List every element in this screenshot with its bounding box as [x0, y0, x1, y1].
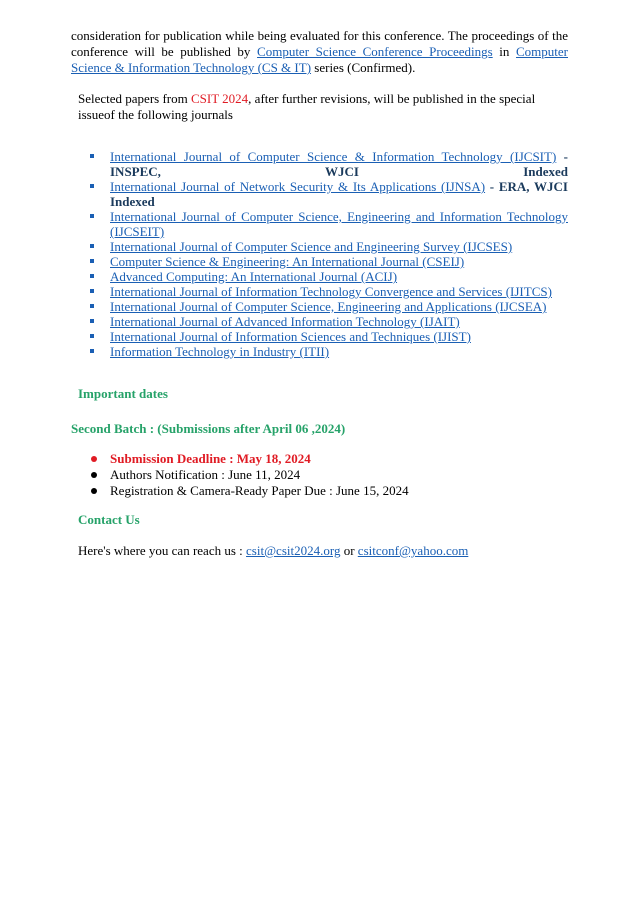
cs-conference-proceedings-link[interactable]: Computer Science Conference Proceedings [257, 44, 493, 59]
date-item-authors-notification [90, 467, 409, 483]
intro-text: consideration for publication while being evaluated for this conference. The proceedings of the conference will be published by [71, 28, 568, 59]
journal-link[interactable]: International Journal of Information Technology Convergence and Services (IJITCS) [110, 284, 552, 299]
journal-item [88, 179, 568, 209]
journal-item [88, 284, 568, 299]
bullet-icon [91, 472, 97, 478]
date-text: Registration & Camera-Ready Paper Due : June 15, 2024 [110, 483, 409, 498]
date-item-registration [90, 483, 409, 499]
contact-or: or [340, 543, 358, 558]
journal-item [88, 149, 568, 179]
journal-link[interactable]: International Journal of Computer Science, Engineering and Information Technology (IJCSEIT) [110, 209, 568, 239]
dates-list [90, 451, 409, 499]
journal-index-badge: - INSPEC, WJCI Indexed [110, 149, 568, 179]
bullet-icon [91, 456, 97, 462]
journal-item [88, 269, 568, 284]
journal-link[interactable]: Advanced Computing: An International Journal (ACIJ) [110, 269, 398, 284]
date-text: Submission Deadline : May 18, 2024 [110, 451, 311, 466]
journal-item [88, 254, 568, 269]
intro-text-mid: in [492, 44, 516, 59]
contact-text: Here's where you can reach us : [78, 543, 247, 558]
journal-link[interactable]: International Journal of Information Sciences and Techniques (IJIST) [110, 329, 471, 344]
journal-item [88, 344, 568, 359]
journal-item [88, 209, 568, 239]
square-bullet-icon [90, 304, 94, 308]
csit-name: CSIT 2024 [190, 91, 249, 106]
journal-link[interactable]: International Journal of Computer Science and Engineering Survey (IJCSES) [110, 239, 513, 254]
square-bullet-icon [90, 334, 94, 338]
important-dates-heading: Important dates [78, 386, 168, 401]
square-bullet-icon [90, 274, 94, 278]
journal-link[interactable]: International Journal of Computer Science, Engineering and Applications (IJCSEA) [110, 299, 547, 314]
square-bullet-icon [90, 289, 94, 293]
selected-papers-paragraph [78, 91, 568, 123]
square-bullet-icon [90, 244, 94, 248]
square-bullet-icon [90, 259, 94, 263]
square-bullet-icon [90, 319, 94, 323]
intro-text-after: series (Confirmed). [311, 60, 416, 75]
journal-item [88, 329, 568, 344]
contact-us-heading: Contact Us [78, 512, 140, 527]
email-link-csit[interactable]: csit@csit2024.org [246, 543, 341, 558]
date-text: Authors Notification : June 11, 2024 [110, 467, 301, 482]
journal-item [88, 314, 568, 329]
email-link-yahoo[interactable]: csitconf@yahoo.com [357, 543, 469, 558]
date-item-submission-deadline [90, 451, 409, 467]
journal-item [88, 299, 568, 314]
contact-line [78, 543, 468, 559]
journal-link[interactable]: International Journal of Network Security & Its Applications (IJNSA) [110, 179, 486, 194]
journal-link[interactable]: Information Technology in Industry (ITII) [110, 344, 330, 359]
selected-text: Selected papers from [78, 91, 191, 106]
square-bullet-icon [90, 349, 94, 353]
bullet-icon [91, 488, 97, 494]
selected-text-after: , after further revisions, will be published in the special issueof the following journals [78, 91, 536, 122]
proceedings-paragraph [71, 28, 568, 76]
journal-index-badge: - ERA, WJCI Indexed [110, 179, 568, 209]
square-bullet-icon [90, 184, 94, 188]
square-bullet-icon [90, 214, 94, 218]
square-bullet-icon [90, 154, 94, 158]
journal-item [88, 239, 568, 254]
journal-list [88, 149, 568, 359]
cs-it-series-link[interactable]: Computer Science & Information Technology (CS & IT) [71, 44, 568, 75]
journal-link[interactable]: International Journal of Advanced Information Technology (IJAIT) [110, 314, 460, 329]
second-batch-heading: Second Batch : (Submissions after April 06 ,2024) [71, 421, 346, 436]
journal-link[interactable]: Computer Science & Engineering: An International Journal (CSEIJ) [110, 254, 465, 269]
journal-link[interactable]: International Journal of Computer Science & Information Technology (IJCSIT) [110, 149, 557, 164]
